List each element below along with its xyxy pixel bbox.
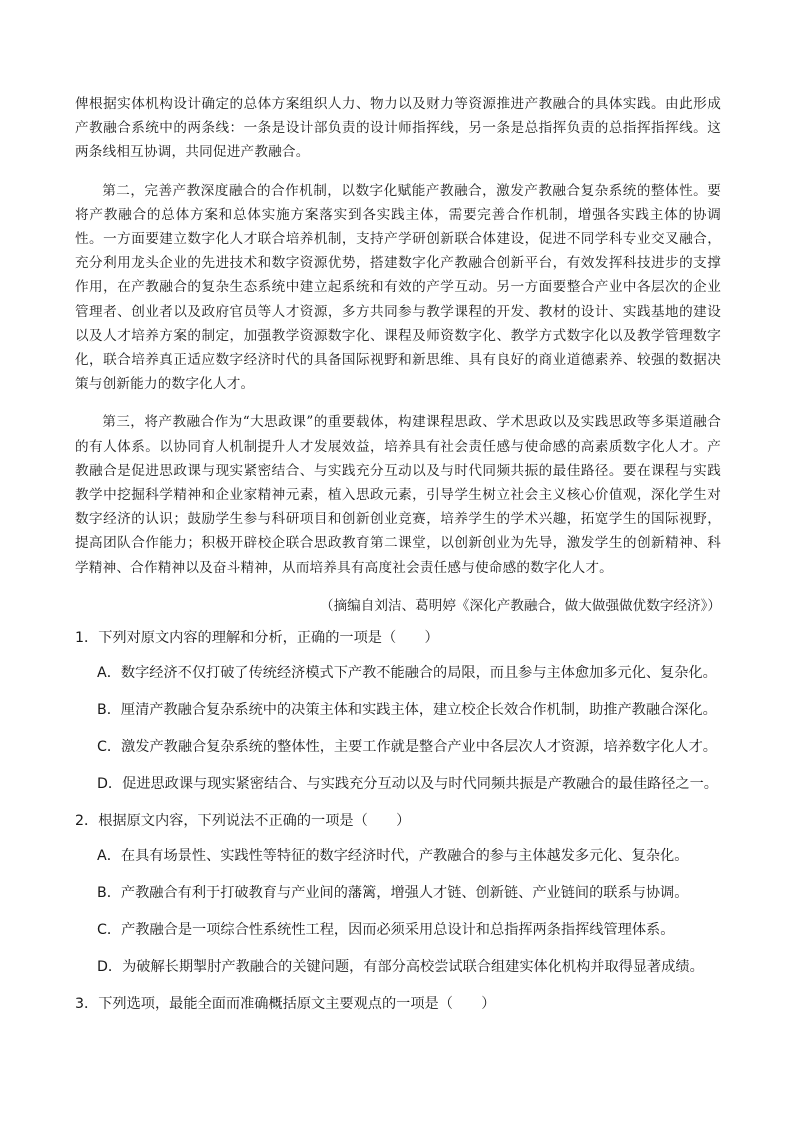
question-option-c: C．激发产教融合复杂系统的整体性，主要工作就是整合产业中各层次人才资源，培养数字化人才。 [97,738,717,755]
question-stem: 2．根据原文内容，下列说法不正确的一项是（ ） [75,812,411,829]
question-stem: 1．下列对原文内容的理解和分析，正确的一项是（ ） [75,629,439,646]
question-option-c: C．产教融合是一项综合性系统性工程，因而必须采用总设计和总指挥两条指挥线管理体系。 [97,921,675,938]
article-paragraph-2: 第二，完善产教深度融合的合作机制，以数字化赋能产教融合，激发产教融合复杂系统的整体性。要将产教融合的总体方案和总体实施方案落实到各实践主体，需要完善合作机制，增强各实践主体的协调性。一方面要建立数字化人才联合培养机制，支持产学研创新联合体建设，促进不同学科专业交叉融合，充分利用龙头企业的先进技术和数字资源优势，搭建数字化产教融合创新平台，有效发挥科技进步的支撑作用，在产教融合的复杂生态系统中建立起系统和有效的产学互动。另一方面要整合产业中各层次的企业管理者、创业者以及政府官员等人才资源，多方共同参与教学课程的开发、教材的设计、实践基地的建设以及人才培养方案的制定，加强教学资源数字化、课程及师资数字化、教学方式数字化以及教学管理数字化，联合培养真正适应数字经济时代的具备国际视野和新思维、具有良好的商业道德素养、较强的数据决策与创新能力的数字化人才。 [75,182,721,393]
article-source: （摘编自刘洁、葛明婷《深化产教融合，做大做强做优数字经济》） [319,597,721,614]
document-page [75,92,721,1027]
question-3 [75,992,721,1016]
question-option-b: B．产教融合有利于打破教育与产业间的藩篱，增强人才链、创新链、产业链间的联系与协调。 [97,884,689,901]
article-paragraph-1: 俾根据实体机构设计确定的总体方案组织人力、物力以及财力等资源推进产教融合的具体实践。由此形成产教融合系统中的两条线：一条是设计部负责的设计师指挥线，另一条是总指挥负责的总指挥指挥线。这两条线相互协调，共同促进产教融合。 [75,96,721,161]
question-option-d: D．促进思政课与现实紧密结合、与实践充分互动以及与时代同频共振是产教融合的最佳路径之一。 [97,775,718,792]
question-1 [75,626,721,796]
question-option-d: D．为破解长期掣肘产教融合的关键问题，有部分高校尝试联合组建实体化机构并取得显著成绩。 [97,958,704,975]
question-option-b: B．厘清产教融合复杂系统中的决策主体和实践主体，建立校企长效合作机制，助推产教融合深化。 [97,701,717,718]
article-paragraph-3: 第三，将产教融合作为“大思政课”的重要载体，构建课程思政、学术思政以及实践思政等多渠道融合的有人体系。以协同育人机制提升人才发展效益，培养具有社会责任感与使命感的高素质数字化人才。产教融合是促进思政课与现实紧密结合、与实践充分互动以及与时代同频共振的最佳路径。要在课程与实践教学中挖掘科学精神和企业家精神元素，植入思政元素，引导学生树立社会主义核心价值观，深化学生对数字经济的认识；鼓励学生参与科研项目和创新创业竞赛，培养学生的学术兴趣，拓宽学生的国际视野，提高团队合作能力；积极开辟校企联合思政教育第二课堂，以创新创业为先导，激发学生的创新精神、科学精神、合作精神以及奋斗精神，从而培养具有高度社会责任感与使命感的数字化人才。 [75,414,721,576]
question-option-a: A．在具有场景性、实践性等特征的数字经济时代，产教融合的参与主体越发多元化、复杂化。 [97,847,689,864]
question-2 [75,809,721,979]
question-stem: 3．下列选项，最能全面而准确概括原文主要观点的一项是（ ） [75,995,496,1012]
question-option-a: A．数字经济不仅打破了传统经济模式下产教不能融合的局限，而且参与主体愈加多元化、复杂化。 [97,664,717,681]
